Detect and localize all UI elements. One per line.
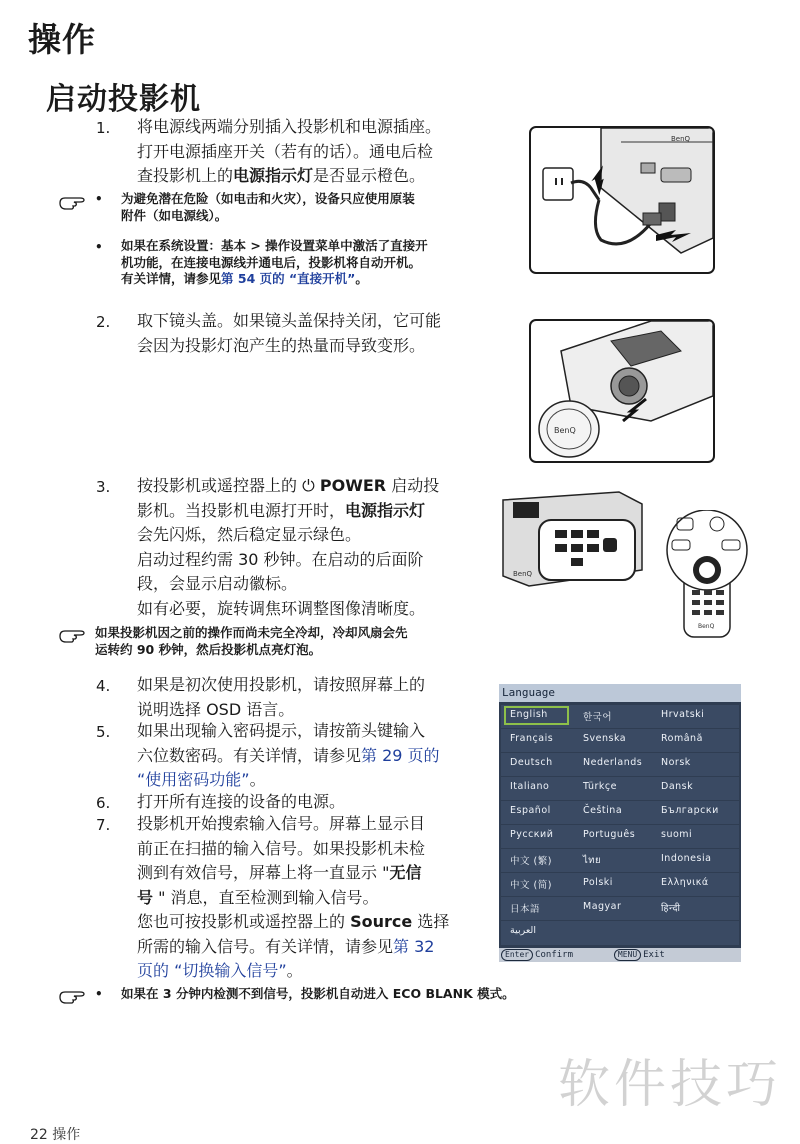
osd-menu-title: Language — [499, 684, 741, 702]
lang-option[interactable]: हिन्दी — [661, 903, 681, 914]
note-2-line-2: 机功能，在连接电源线并通电后，投影机将自动开机。 — [121, 254, 422, 270]
step-5-line-3: “使用密码功能”。 — [137, 770, 266, 789]
brand-logo: BenQ — [698, 623, 715, 630]
note-3 — [95, 625, 495, 658]
power-cord-figure — [529, 126, 715, 274]
step-1-text — [137, 115, 497, 189]
step-3-line-5: 段，会显示启动徽标。 — [137, 574, 298, 593]
step-5-line-2: 六位数密码。有关详情，请参见第 29 页的 — [137, 745, 440, 765]
step-3-line-3: 会先闪烁，然后稳定显示绿色。 — [137, 525, 362, 544]
lang-option[interactable]: Nederlands — [583, 757, 643, 768]
lang-option[interactable]: 日本語 — [510, 904, 541, 915]
remote-control-figure — [660, 510, 758, 640]
osd-row — [501, 777, 739, 800]
lens-cap-figure — [529, 319, 715, 463]
step-7-line-2: 前正在扫描的输入信号。如果投影机未检 — [137, 838, 426, 858]
step-2-line-2: 会因为投影灯泡产生的热量而导致变形。 — [137, 335, 426, 355]
osd-language-menu — [499, 684, 741, 962]
note-bullet: • — [95, 987, 103, 1001]
note-bullet: • — [95, 192, 103, 206]
note-4: 如果在 3 分钟内检测不到信号，投影机自动进入 ECO BLANK 模式。 — [121, 986, 515, 1001]
lang-option[interactable]: Français — [510, 733, 554, 744]
lang-option[interactable]: Čeština — [583, 805, 623, 816]
step-7-line-3: 测到有效信号，屏幕上将一直显示 "无信 — [137, 863, 422, 882]
step-2-text — [137, 309, 497, 358]
lang-option[interactable]: Română — [661, 733, 703, 744]
osd-row — [501, 897, 739, 920]
osd-confirm-label: Confirm — [535, 950, 574, 960]
lang-option[interactable]: 한국어 — [583, 712, 613, 723]
lang-option[interactable]: suomi — [661, 829, 693, 840]
step-3-line-1: 按投影机或遥控器上的 ⏻ POWER 启动投 — [137, 476, 440, 495]
control-panel-figure — [499, 490, 644, 590]
link-direct-power-on[interactable]: 第 54 页的 “直接开机” — [221, 271, 356, 286]
menu-key-icon: MENU — [614, 949, 641, 961]
step-7-line-7: 页的 “切换输入信号”。 — [137, 961, 303, 980]
osd-row — [501, 753, 739, 776]
link-password-function[interactable]: “使用密码功能” — [137, 770, 250, 789]
lang-option[interactable]: Português — [583, 829, 636, 840]
note-1 — [121, 191, 491, 224]
step-3-line-6: 如有必要，旋转调焦环调整图像清晰度。 — [137, 598, 426, 618]
pointing-hand-icon — [58, 987, 90, 1005]
lang-option[interactable]: Deutsch — [510, 757, 553, 768]
brand-logo: BenQ — [513, 570, 533, 578]
osd-row — [501, 729, 739, 752]
step-7-line-6: 所需的输入信号。有关详情，请参见第 32 — [137, 936, 435, 956]
note-3-line-2: 运转约 90 秒钟，然后投影机点亮灯泡。 — [95, 641, 322, 657]
step-1-line-1: 将电源线两端分别插入投影机和电源插座。 — [137, 117, 442, 136]
step-1-line-2: 打开电源插座开关（若有的话）。通电后检 — [137, 141, 434, 161]
step-3-line-4: 启动过程约需 30 秒钟。在启动的后面阶 — [137, 549, 424, 569]
osd-row — [501, 849, 739, 872]
osd-row — [501, 921, 739, 945]
lang-option[interactable]: Svenska — [583, 733, 627, 744]
page-footer: 22 操作 — [30, 1127, 81, 1143]
osd-row — [501, 801, 739, 824]
lang-option[interactable]: Polski — [583, 877, 613, 888]
step-4-number: 4. — [96, 677, 111, 695]
step-3-line-2: 影机。当投影机电源打开时，电源指示灯 — [137, 500, 426, 520]
link-switch-input[interactable]: 页的 “切换输入信号” — [137, 961, 287, 980]
osd-exit-label: Exit — [643, 950, 665, 960]
lang-option[interactable]: Türkçe — [583, 781, 617, 792]
lang-option[interactable]: Русский — [510, 829, 554, 840]
lang-option[interactable]: Norsk — [661, 757, 691, 768]
lang-option[interactable]: Italiano — [510, 781, 550, 792]
step-4-line-1: 如果是初次使用投影机，请按照屏幕上的 — [137, 675, 426, 694]
watermark: 软件技巧 — [557, 1055, 782, 1115]
step-6-text — [137, 790, 497, 815]
link-input-page[interactable]: 第 32 — [393, 936, 435, 956]
brand-logo: BenQ — [671, 135, 691, 143]
link-password-page[interactable]: 第 29 页的 — [361, 745, 440, 765]
lang-option[interactable]: English — [510, 709, 548, 720]
step-7-number: 7. — [96, 816, 111, 834]
lang-option[interactable]: ไทย — [583, 855, 602, 866]
lang-option[interactable]: Български — [661, 805, 719, 816]
step-1-line-3: 查投影机上的电源指示灯是否显示橙色。 — [137, 166, 426, 185]
lang-option[interactable]: Ελληνικά — [661, 877, 709, 888]
lang-option[interactable]: Hrvatski — [661, 709, 705, 720]
step-5-text — [137, 719, 497, 793]
osd-row — [501, 705, 739, 728]
step-6-number: 6. — [96, 794, 111, 812]
step-1-number: 1. — [96, 119, 111, 137]
pointing-hand-icon — [58, 193, 90, 211]
step-3-text — [137, 474, 497, 621]
lang-option[interactable]: Indonesia — [661, 853, 712, 864]
pointing-hand-icon — [58, 626, 90, 644]
lang-option[interactable]: 中文 (繁) — [510, 856, 552, 867]
step-5-number: 5. — [96, 723, 111, 741]
step-2-number: 2. — [96, 313, 111, 331]
step-7-text — [137, 812, 497, 984]
enter-key-icon: Enter — [501, 949, 533, 961]
step-4-text — [137, 673, 497, 722]
note-bullet: • — [95, 240, 103, 254]
lang-option[interactable]: Magyar — [583, 901, 622, 912]
step-7-line-1: 投影机开始搜索输入信号。屏幕上显示目 — [137, 814, 426, 833]
osd-footer — [499, 948, 741, 962]
step-2-line-1: 取下镜头盖。如果镜头盖保持关闭，它可能 — [137, 311, 442, 330]
step-7-line-4: 号 " 消息，直至检测到输入信号。 — [137, 887, 379, 907]
note-1-line-2: 附件（如电源线）。 — [121, 207, 228, 223]
section-heading: 操作 — [28, 20, 96, 59]
note-3-line-1: 如果投影机因之前的操作而尚未完全冷却，冷却风扇会先 — [95, 625, 408, 640]
osd-row — [501, 825, 739, 848]
lang-option[interactable]: Dansk — [661, 781, 694, 792]
lang-option[interactable]: العربية — [510, 925, 536, 936]
brand-logo: BenQ — [554, 426, 576, 435]
note-1-line-1: 为避免潜在危险（如电击和火灾），设备只应使用原装 — [121, 191, 415, 206]
note-2 — [121, 238, 491, 288]
page-title: 启动投影机 — [46, 82, 201, 117]
step-4-line-2: 说明选择 OSD 语言。 — [137, 699, 295, 719]
step-7-line-5: 您也可按投影机或遥控器上的 Source 选择 — [137, 912, 450, 931]
step-5-line-1: 如果出现输入密码提示，请按箭头键输入 — [137, 721, 426, 740]
lang-option[interactable]: 中文 (简) — [510, 880, 552, 891]
note-2-line-3: 有关详情，请参见第 54 页的 “直接开机”。 — [121, 271, 368, 286]
osd-row — [501, 873, 739, 896]
step-6-line-1: 打开所有连接的设备的电源。 — [137, 792, 346, 811]
power-icon: ⏻ — [302, 476, 315, 495]
lang-option[interactable]: Español — [510, 805, 551, 816]
note-2-line-1: 如果在系统设置：基本 > 操作设置菜单中激活了直接开 — [121, 238, 428, 253]
step-3-number: 3. — [96, 478, 111, 496]
